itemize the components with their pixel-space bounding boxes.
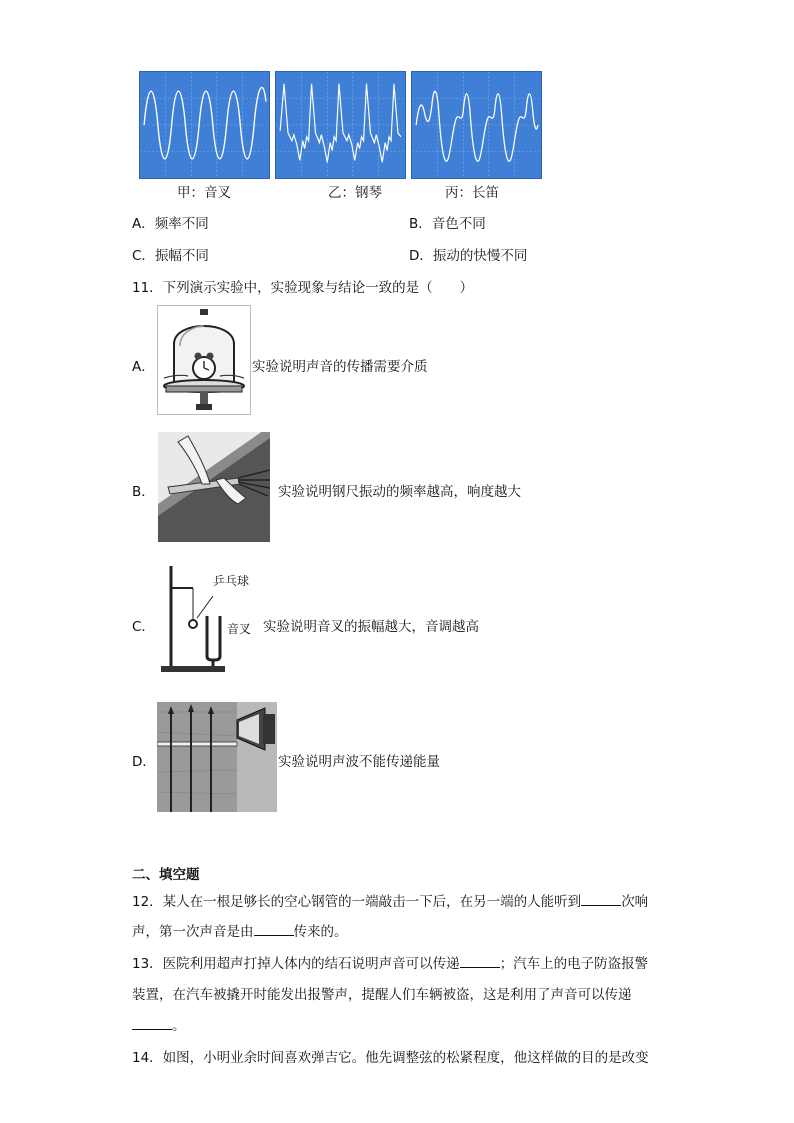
caption-piano: 乙：钢琴 [328,185,382,201]
section-title-fill-in: 二、填空题 [132,867,200,883]
ruler-table-drawing [158,432,270,542]
q11-option-d-text: 实验说明声波不能传递能量 [278,754,440,770]
q12-blank-2[interactable] [254,923,294,936]
tuning-fork-ball-image [157,560,262,676]
q13-text-2: ；汽车上的电子防盗报警 [499,956,649,972]
q11-option-b-text: 实验说明钢尺振动的频率越高，响度越大 [278,484,521,500]
option-text: 频率不同 [154,216,209,232]
q11-option-c-key: C． [132,619,155,635]
option-text: 振幅不同 [154,248,209,264]
q11-option-a-text: 实验说明声音的传播需要介质 [252,359,428,375]
q10-option-d [409,244,527,264]
q13-blank-2[interactable] [132,1017,172,1030]
q13-text-3: 。 [172,1018,186,1034]
q12-text-3: 声，第一次声音是由 [132,924,254,940]
q11-stem: 11．下列演示实验中，实验现象与结论一致的是（ ） [132,280,474,296]
q12-text-1: 12．某人在一根足够长的空心钢管的一端敲击一下后，在另一端的人能听到 [132,894,582,910]
q11-option-a-key: A． [132,359,155,375]
label-tuning-fork: 音叉 [227,622,252,636]
q13-line3 [132,1014,186,1034]
ruler-table-image [158,432,270,542]
q14-line1: 14．如图，小明业余时间喜欢弹吉它。他先调整弦的松紧程度，他这样做的目的是改变 [132,1050,649,1066]
q11-option-c-text: 实验说明音叉的振幅越大，音调越高 [263,619,479,635]
q11-option-d-key: D． [132,754,156,770]
q12-text-2: 次响 [621,894,649,910]
waveform-flute-graph [412,72,541,178]
q10-option-a [132,212,209,232]
bell-jar-drawing [158,306,250,414]
caption-tuning-fork: 甲：音叉 [177,185,231,201]
waveform-tuning-fork [139,71,270,179]
waveform-piano-graph [276,72,405,178]
q13-line1 [132,952,648,972]
waveform-piano [275,71,406,179]
option-text: 振动的快慢不同 [432,248,528,264]
option-key: D． [409,248,433,264]
waveform-tuning-fork-graph [140,72,269,178]
waveform-flute [411,71,542,179]
q10-option-b [409,212,486,232]
q10-option-c [132,244,209,264]
q13-line2: 装置，在汽车被撬开时能发出报警声，提醒人们车辆被盗，这是利用了声音可以传递 [132,987,632,1003]
bell-jar-image [157,305,251,415]
candle-speaker-image [157,702,277,812]
option-key: A． [132,216,155,232]
q12-line1 [132,890,648,910]
option-key: B． [409,216,432,232]
q12-text-4: 传来的。 [293,924,348,940]
label-ping-pong-ball: 乒乓球 [213,574,250,588]
q13-blank-1[interactable] [460,955,500,968]
option-key: C． [132,248,155,264]
option-text: 音色不同 [431,216,486,232]
q11-option-b-key: B． [132,484,155,500]
q12-blank-1[interactable] [581,893,621,906]
q12-line2 [132,920,348,940]
caption-flute: 丙：长笛 [445,185,499,201]
candle-speaker-drawing [157,702,277,812]
q13-text-1: 13．医院利用超声打掉人体内的结石说明声音可以传递 [132,956,460,972]
